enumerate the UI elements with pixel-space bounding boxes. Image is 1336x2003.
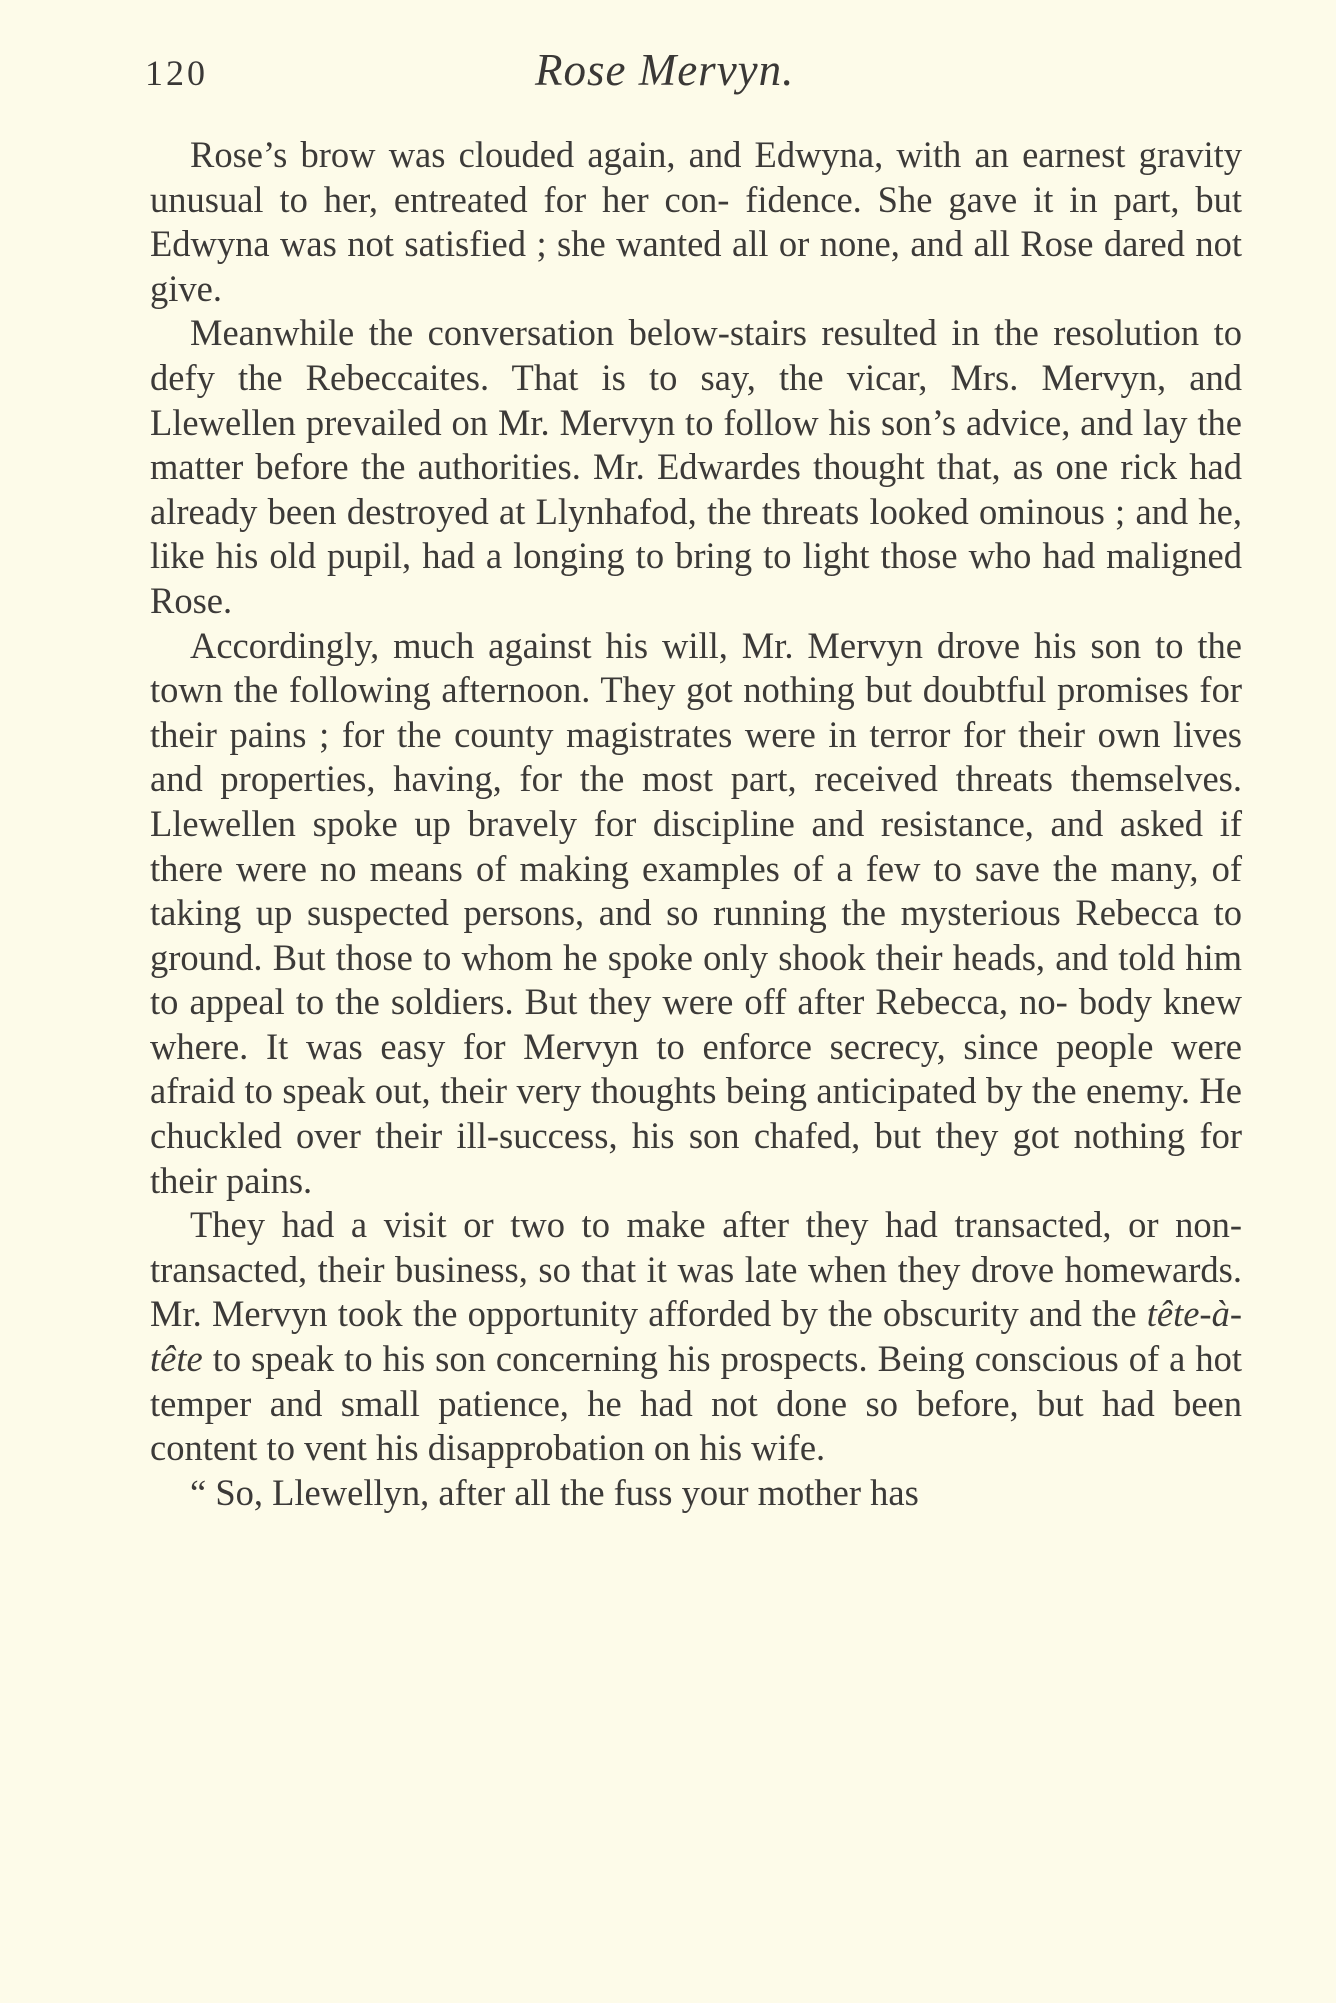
paragraph: [150, 1203, 1242, 1471]
page-number: 120: [145, 53, 208, 93]
body-text: [150, 133, 1242, 1515]
italic-phrase: tête-à-tête: [150, 1293, 1242, 1380]
paragraph: Accordingly, much against his will, Mr. Mervyn drove his son to the town the following afternoon. They got nothing but doubtful promises for their pains ; for the county magistrates were in terror for their own lives and properties, having, for the most part, received threats themselves. Llewellen spoke up bravely for discipline and resistance, and asked if there were no means of making examples of a few to save the many, of taking up suspected persons, and so running the mysterious Rebecca to ground. But those to whom he spoke only shook their heads, and told him to appeal to the soldiers. But they were off after Rebecca, no- body knew where. It was easy for Mervyn to enforce secrecy, since people were afraid to speak out, their very thoughts being anticipated by the enemy. He chuckled over their ill-success, his son chafed, but they got nothing for their pains.: [150, 624, 1242, 1201]
paragraph: “ So, Llewellyn, after all the fuss your mother has: [190, 1471, 919, 1513]
paragraph: Rose’s brow was clouded again, and Edwyna, with an earnest gravity unusual to her, entreated for her con- fidence. She gave it in part, but Edwyna was not satisfied ; she wanted all or none, and all Rose dared not give.: [150, 134, 1242, 309]
paragraph: Meanwhile the conversation below-stairs resulted in the resolution to defy the Rebeccaites. That is to say, the vicar, Mrs. Mervyn, and Llewellen prevailed on Mr. Mervyn to follow his son’s advice, and lay the matter before the authorities. Mr. Edwardes thought that, as one rick had already been destroyed at Llynhafod, the threats looked ominous ; and he, like his old pupil, had a longing to bring to light those who had maligned Rose.: [150, 312, 1242, 621]
paragraph-text: They had a visit or two to make after they had transacted, or non-transacted, their business, so that it was late when they drove homewards. Mr. Mervyn took the opportunity afforded by the obscurity and the: [150, 1204, 1242, 1335]
paragraph-text: to speak to his son concerning his prospects. Being conscious of a hot temper and small patience, he had not done so before, but had been content to vent his disapprobation on his wife.: [150, 1338, 1242, 1469]
running-title: Rose Mervyn.: [535, 45, 795, 95]
page-header: [145, 44, 1245, 104]
